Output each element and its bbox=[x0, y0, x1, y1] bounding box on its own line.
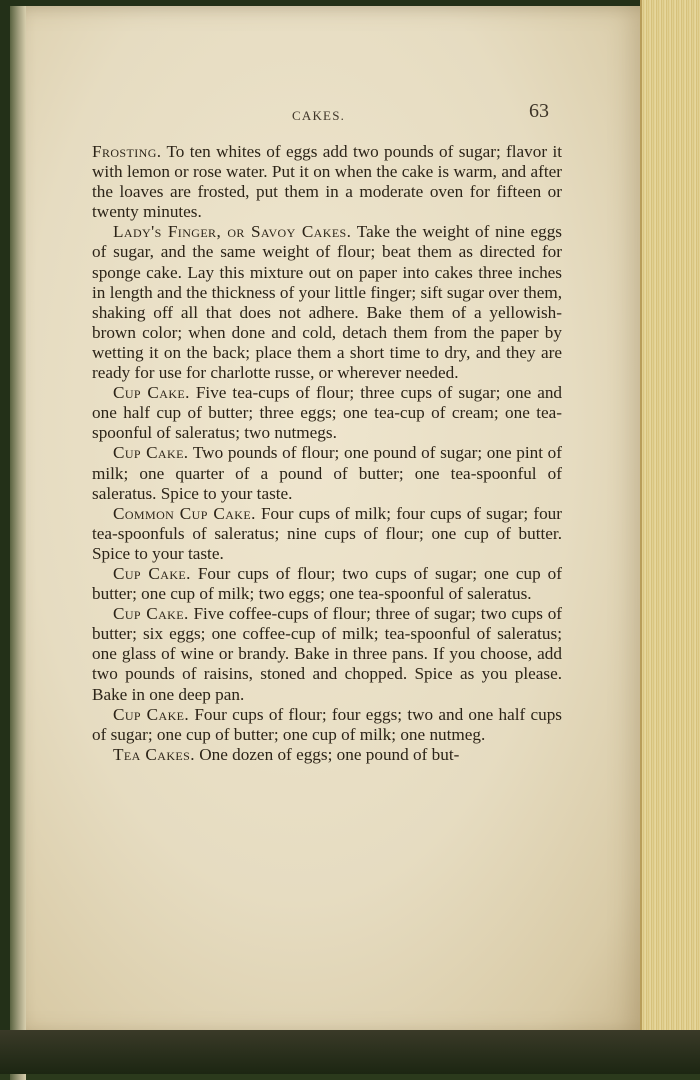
page-edges bbox=[640, 0, 700, 1030]
page-number: 63 bbox=[529, 100, 549, 122]
gutter-shadow bbox=[10, 6, 26, 1080]
recipe-heading: Tea Cakes. bbox=[113, 744, 195, 764]
recipe-heading: Lady's Finger, or Savoy Cakes. bbox=[113, 222, 352, 242]
recipe-text: Four cups of milk; four cups of sugar; four tea-spoonfuls of saleratus; nine cups of flour; one cup of butter. Spice to your taste. bbox=[92, 503, 562, 563]
recipe-text: Four cups of flour; two cups of sugar; one cup of butter; one cup of milk; two eggs; one tea-spoonful of saleratus. bbox=[92, 563, 562, 604]
recipe-heading: Common Cup Cake. bbox=[113, 503, 256, 523]
recipe-text: Four cups of flour; four eggs; two and one half cups of sugar; one cup of butter; one cup of milk; one nutmeg. bbox=[92, 704, 562, 744]
recipe-heading: Frosting. bbox=[92, 142, 162, 161]
running-title: CAKES. bbox=[292, 108, 346, 123]
recipe-heading: Cup Cake. bbox=[113, 604, 189, 624]
recipe-paragraph bbox=[92, 383, 562, 443]
recipe-heading: Cup Cake. bbox=[113, 563, 191, 583]
page-body-text bbox=[92, 142, 562, 765]
recipe-text: Two pounds of flour; one pound of sugar; one pint of milk; one quarter of a pound of butter; one tea-spoonful of saleratus. Spice to your taste. bbox=[92, 443, 562, 503]
recipe-paragraph bbox=[92, 222, 562, 383]
recipe-paragraph bbox=[92, 504, 562, 564]
recipe-heading: Cup Cake. bbox=[113, 443, 189, 463]
bottom-shadow bbox=[0, 1030, 700, 1074]
recipe-heading: Cup Cake. bbox=[113, 383, 190, 403]
recipe-paragraph bbox=[92, 705, 562, 745]
recipe-paragraph bbox=[92, 604, 562, 704]
recipe-text: Take the weight of nine eggs of sugar, and the same weight of flour; beat them as directed for sponge cake. Lay this mixture out on paper into cakes three inches in length and the thickness of your little finger; sift sugar over them, shaking off all that does not adhere. Bake them of a yellowish-brown color; when done and cold, detach them from the paper by wetting it on the back; place them a short time to dry, and they are ready for use for charlotte russe, or wherever needed. bbox=[92, 222, 562, 383]
recipe-text: Five coffee-cups of flour; three of sugar; two cups of butter; six eggs; one coffee-cup of milk; tea-spoonful of saleratus; one glass of wine or brandy. Bake in three pans. If you choose, add two pounds of raisins, stoned and chopped. Spice as you please. Bake in one deep pan. bbox=[92, 604, 563, 704]
recipe-text: To ten whites of eggs add two pounds of sugar; flavor it with lemon or rose water. Put it on when the cake is warm, and after the loaves are frosted, put them in a moderate oven for fifteen or twenty minutes. bbox=[92, 142, 562, 222]
recipe-paragraph bbox=[92, 564, 562, 604]
recipe-paragraph bbox=[92, 745, 562, 765]
recipe-text: One dozen of eggs; one pound of but- bbox=[199, 744, 460, 764]
recipe-paragraph bbox=[92, 443, 562, 503]
recipe-paragraph bbox=[92, 142, 562, 222]
recipe-heading: Cup Cake. bbox=[113, 704, 190, 724]
book-page bbox=[10, 6, 650, 1036]
recipe-text: Five tea-cups of flour; three cups of sugar; one and one half cup of butter; three eggs; one tea-cup of cream; one tea-spoonful of saleratus; two nutmegs. bbox=[92, 383, 563, 443]
